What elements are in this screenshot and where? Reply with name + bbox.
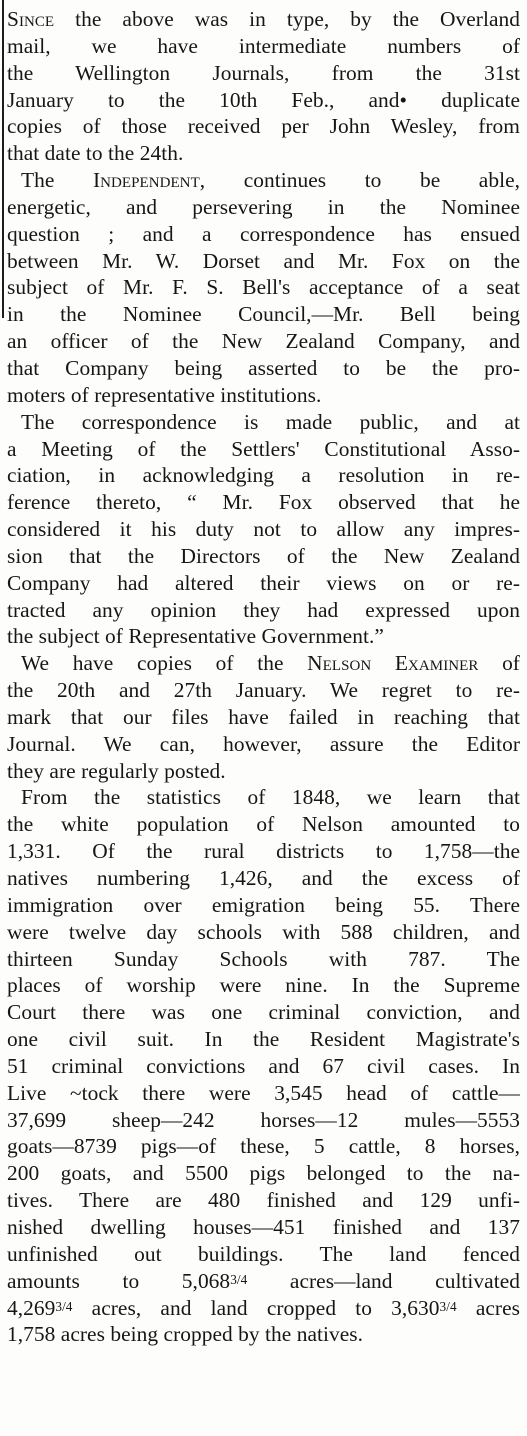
text-line: unfinished out buildings. The land fenced xyxy=(7,1241,520,1266)
text-line: a Meeting of the Settlers' Constitutional Asso- xyxy=(7,436,520,461)
text-line: immigration over emigration being 55. There xyxy=(7,892,520,917)
text-line: mark that our files have failed in reaching that xyxy=(7,704,520,729)
text-line: goats—8739 pigs—of these, 5 cattle, 8 horses, xyxy=(7,1134,520,1159)
text-line: Court there was one criminal conviction, and xyxy=(7,1000,520,1025)
paragraph-nelson-examiner xyxy=(7,650,520,784)
text-line: they are regularly posted. xyxy=(7,758,226,783)
text-line: ciation, in acknowledging a resolution in re- xyxy=(7,463,520,488)
text-line: the 20th and 27th January. We regret to re- xyxy=(7,678,520,703)
text-line: ference thereto, “ Mr. Fox observed that he xyxy=(7,490,520,515)
text-line: Journal. We can, however, assure the Editor xyxy=(7,731,520,756)
text-line: 200 goats, and 5500 pigs belonged to the na- xyxy=(7,1161,520,1186)
text-line: Live ~tock there were 3,545 head of cattle— xyxy=(7,1080,520,1105)
text-line: 1,331. Of the rural districts to 1,758—the xyxy=(7,839,520,864)
text-line: moters of representative institutions. xyxy=(7,382,322,407)
text-line: 37,699 sheep—242 horses—12 mules—5553 xyxy=(7,1107,520,1132)
paragraph-overland-mail xyxy=(7,6,520,167)
text-line: We have copies of the Nelson Examiner of xyxy=(21,651,520,676)
text-line: that date to the 24th. xyxy=(7,141,184,166)
text-line: between Mr. W. Dorset and Mr. Fox on the xyxy=(7,248,520,273)
text-line: places of worship were nine. In the Supreme xyxy=(7,973,520,998)
text-line: considered it his duty not to allow any impres- xyxy=(7,517,520,542)
column-rule xyxy=(2,0,4,318)
text-line: thirteen Sunday Schools with 787. The xyxy=(7,946,520,971)
text-line: copies of those received per John Wesley, from xyxy=(7,114,520,139)
text-line: nished dwelling houses—451 finished and 137 xyxy=(7,1214,520,1239)
newspaper-name: Nelson Examiner xyxy=(307,651,479,676)
text-line: January to the 10th Feb., and• duplicate xyxy=(7,87,520,112)
newspaper-name: Independent xyxy=(92,168,200,193)
text-line: question ; and a correspondence has ensued xyxy=(7,221,520,246)
text-line: in the Nominee Council,—Mr. Bell being xyxy=(7,302,520,327)
text-line: the white population of Nelson amounted to xyxy=(7,812,520,837)
text-line: the Wellington Journals, from the 31st xyxy=(7,60,520,85)
text-line: Since the above was in type, by the Overland xyxy=(7,7,520,31)
fraction: 3/4 xyxy=(439,1299,457,1315)
text-line: sion that the Directors of the New Zealand xyxy=(7,543,520,568)
text-line: tracted any opinion they had expressed upon xyxy=(7,597,520,622)
text-line: The correspondence is made public, and at xyxy=(21,409,520,434)
article-column xyxy=(7,6,520,1348)
text-line: tives. There are 480 finished and 129 unfi- xyxy=(7,1188,520,1213)
text-line: were twelve day schools with 588 children, and xyxy=(7,919,520,944)
text-line: 4,2693/4 acres, and land cropped to 3,6303/4 acres xyxy=(7,1295,520,1320)
text-line: energetic, and persevering in the Nominee xyxy=(7,194,520,219)
text-line: natives numbering 1,426, and the excess of xyxy=(7,866,520,890)
text-line: one civil suit. In the Resident Magistrate's xyxy=(7,1027,520,1052)
paragraph-statistics xyxy=(7,784,520,1348)
fraction: 3/4 xyxy=(230,1272,248,1288)
text-line: Company had altered their views on or re- xyxy=(7,570,520,595)
text-line: that Company being asserted to be the pro- xyxy=(7,355,520,380)
text-line: amounts to 5,0683/4 acres—land cultivated xyxy=(7,1268,520,1293)
text-line: From the statistics of 1848, we learn that xyxy=(21,785,520,810)
text-line: mail, we have intermediate numbers of xyxy=(7,33,520,58)
text-line: subject of Mr. F. S. Bell's acceptance of a seat xyxy=(7,275,520,300)
fraction: 3/4 xyxy=(55,1299,73,1315)
paragraph-independent xyxy=(7,167,520,409)
paragraph-correspondence xyxy=(7,409,520,651)
text-line: the subject of Representative Government.” xyxy=(7,624,384,649)
text-line: The Independent, continues to be able, xyxy=(21,168,521,193)
drop-word: Since xyxy=(7,7,55,31)
text-line: an officer of the New Zealand Company, and xyxy=(7,329,520,354)
text-line: 51 criminal convictions and 67 civil cases. In xyxy=(7,1053,520,1078)
text-line: 1,758 acres being cropped by the natives. xyxy=(7,1322,364,1347)
